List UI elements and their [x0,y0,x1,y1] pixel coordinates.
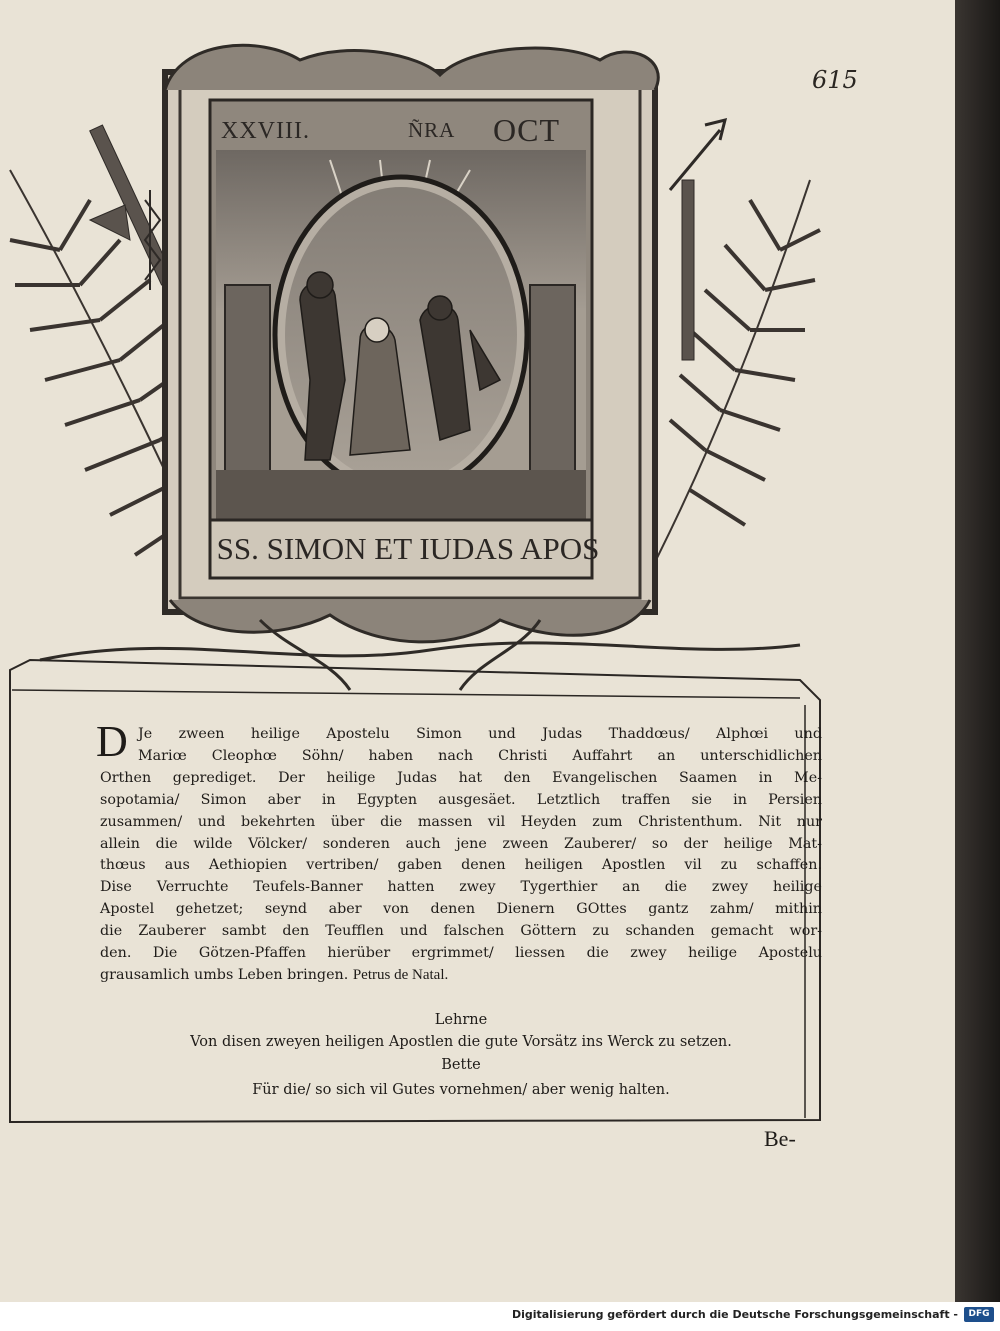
scan-background-edge [955,0,1000,1302]
funding-notice: Digitalisierung gefördert durch die Deutsche Forschungsgemeinschaft - [511,1308,958,1321]
lehrne-text: Von disen zweyen heiligen Apostlen die gute Vorsätz ins Werck zu setzen. [190,1034,732,1050]
engraving-date-month: OCT [493,112,560,148]
engraving-inscription: SS. SIMON ET IUDAS APOS [216,531,600,566]
text-line: sopotamia/ Simon aber in Egypten ausgesäet. Letztlich traffen sie in Persien [100,791,822,808]
text-line: Apostel gehetzet; seynd aber von denen Dienern GOttes gantz zahm/ mithin [100,901,822,918]
picture-panel [210,100,592,578]
text-line: allein die wilde Völcker/ sonderen auch jene zween Zauberer/ so der heilige Mat- [100,835,822,852]
body-text [100,724,822,987]
engraving-date-day: XXVIII. [221,118,310,144]
dfg-logo: DFG [964,1307,994,1322]
text-line: den. Die Götzen-Pfaffen hierüber ergrimmet/ liessen die zwey heilige Apostelu [100,945,822,962]
lehrne-heading: Lehrne [434,1012,488,1028]
martyrdom-weapons-left [90,125,175,290]
text-line: thœus aus Aethiopien vertriben/ gaben denen heiligen Apostlen vil zu schaffen. [100,857,822,874]
text-line: Mariœ Cleophœ Söhn/ haben nach Christi Auffahrt an unterschidlichen [138,747,822,764]
text-line: Je zween heilige Apostelu Simon und Judas Thaddœus/ Alphœi und [138,726,822,742]
bette-text: Für die/ so sich vil Gutes vornehmen/ aber wenig halten. [252,1082,670,1098]
text-line: zusammen/ und bekehrten über die massen vil Heyden zum Christenthum. Nit nur [100,813,822,830]
engraving-date-abbrev: ÑRA [408,118,456,142]
text-last-line: grausamlich umbs Leben bringen. [100,966,349,983]
right-palm-frond [630,180,820,610]
text-line-last [100,965,822,987]
bette-heading: Bette [441,1057,481,1073]
dropcap-letter: D [96,717,128,766]
text-line: die Zauberer sambt den Teufflen und falschen Göttern zu schanden gemacht wor- [100,923,822,940]
page-number: 615 [812,66,858,94]
catchword: Be- [764,1126,796,1151]
text-line: Dise Verruchte Teufels-Banner hatten zwey Tygerthier an die zwey heilige [100,879,822,896]
text-line: Orthen geprediget. Der heilige Judas hat den Evangelischen Saamen in Me- [100,769,822,786]
source-reference: Petrus de Natal. [352,966,449,983]
